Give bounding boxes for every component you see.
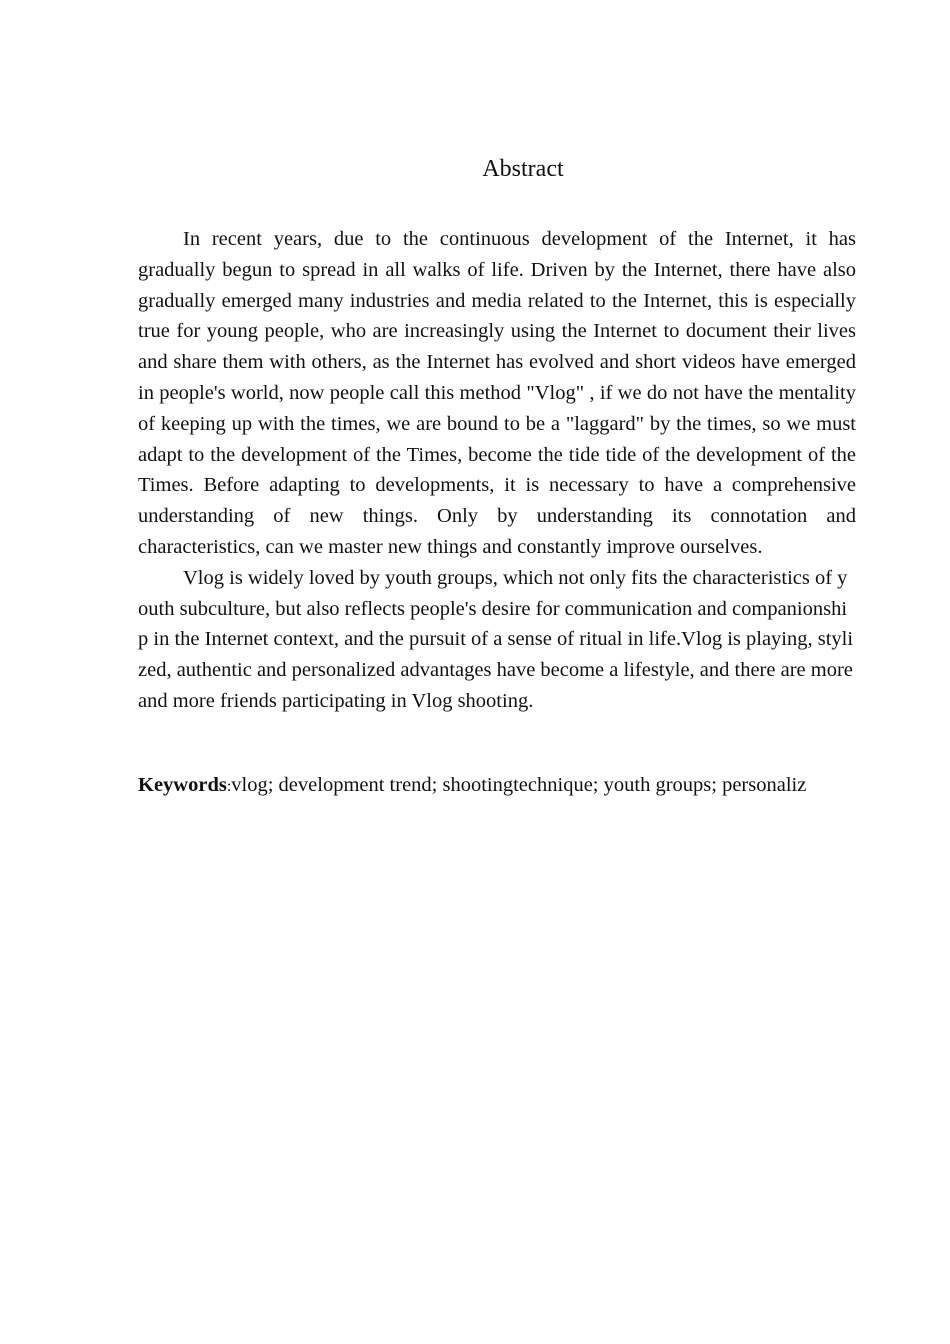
keywords-line (138, 770, 856, 802)
keywords-separator: : (226, 778, 232, 795)
abstract-paragraph-2: Vlog is widely loved by youth groups, which not only fits the characteristics of youth subculture, but also reflects people's desire for communication and companionship in the Internet context, and the pursuit of a sense of ritual in life.Vlog is playing, stylized, authentic and personalized advantages have become a lifestyle, and there are more and more friends participating in Vlog shooting. (138, 566, 854, 712)
abstract-title: Abstract (482, 156, 564, 182)
keywords-text: vlog; development trend; shootingtechnique; youth groups; personaliz (231, 774, 807, 796)
keywords-label: Keywords (138, 774, 227, 796)
abstract-body (138, 224, 856, 717)
abstract-paragraph-1: In recent years, due to the continuous development of the Internet, it has gradually begun to spread in all walks of life. Driven by the Internet, there have also gradually emerged many industries and media related to the Internet, this is especially true for young people, who are increasingly using the Internet to document their lives and share them with others, as the Internet has evolved and short videos have emerged in people's world, now people call this method "Vlog" , if we do not have the mentality of keeping up with the times, we are bound to be a "laggard" by the times, so we must adapt to the development of the Times, become the tide tide of the development of the Times. Before adapting to developments, it is necessary to have a comprehensive understanding of new things. Only by understanding its connotation and characteristics, can we master new things and constantly improve ourselves. (138, 228, 856, 558)
